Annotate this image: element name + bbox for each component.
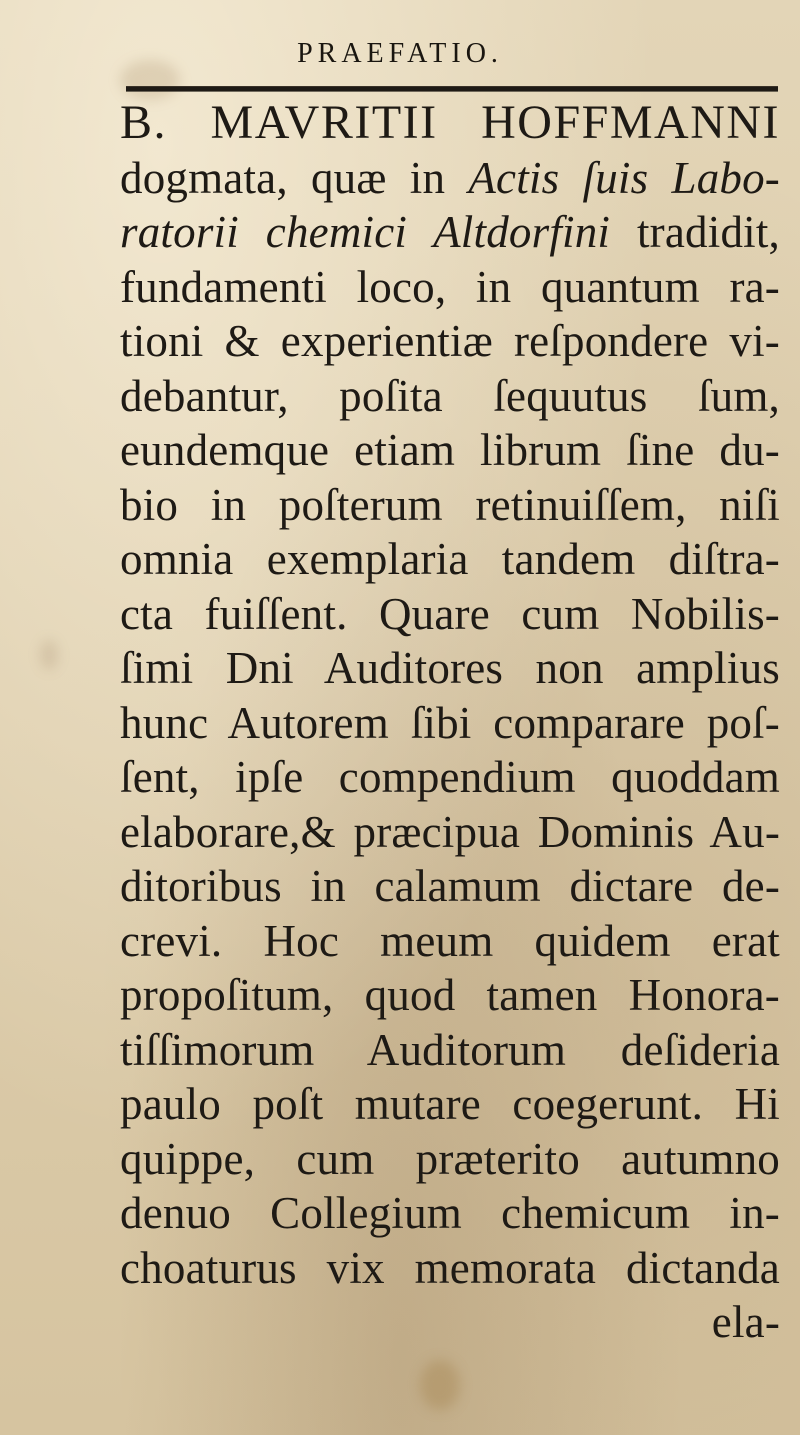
text-line: quippe, cum præterito autumno: [120, 1133, 780, 1184]
text-line: choaturus vix memorata dictanda: [120, 1242, 780, 1293]
body-text: [120, 96, 780, 1350]
text-line: tiſſimorum Auditorum deſideria: [120, 1024, 780, 1075]
text-line: omnia exemplaria tandem diſtra-: [120, 534, 780, 584]
text-line: eundemque etiam librum ſine du-: [120, 425, 780, 475]
text-line: ſimi Dni Auditores non amplius: [120, 643, 780, 693]
text-line: B. MAVRITII HOFFMANNI: [120, 96, 780, 149]
text-line: paulo poſt mutare coegerunt. Hi: [120, 1079, 780, 1129]
running-head: PRAEFATIO.: [297, 38, 503, 69]
text-line: cta fuiſſent. Quare cum Nobilis-: [120, 588, 780, 639]
text-line: debantur, poſita ſequutus ſum,: [120, 370, 780, 421]
paper-stain: [420, 1360, 460, 1410]
text-line: ratorii chemici Altdorfini tradidit,: [120, 207, 780, 257]
text-line: bio in poſterum retinuiſſem, niſi: [120, 479, 780, 530]
catchword: ela-: [711, 1297, 780, 1347]
text-line: ditoribus in calamum dictare de-: [120, 861, 780, 911]
text-line: ſent, ipſe compendium quoddam: [120, 752, 780, 802]
text-line: elaborare,& præcipua Dominis Au-: [120, 806, 780, 857]
text-line: crevi. Hoc meum quidem erat: [120, 915, 780, 966]
header-rule: [126, 86, 778, 91]
text-line: tioni & experientiæ reſpondere vi-: [120, 316, 780, 366]
text-line: denuo Collegium chemicum in-: [120, 1188, 780, 1238]
text-line: dogmata, quæ in Actis ſuis Labo-: [120, 152, 780, 203]
text-line: propoſitum, quod tamen Honora-: [120, 970, 780, 1020]
text-line: hunc Autorem ſibi comparare poſ-: [120, 697, 780, 748]
paper-stain: [40, 640, 58, 670]
text-line: fundamenti loco, in quantum ra-: [120, 261, 780, 312]
